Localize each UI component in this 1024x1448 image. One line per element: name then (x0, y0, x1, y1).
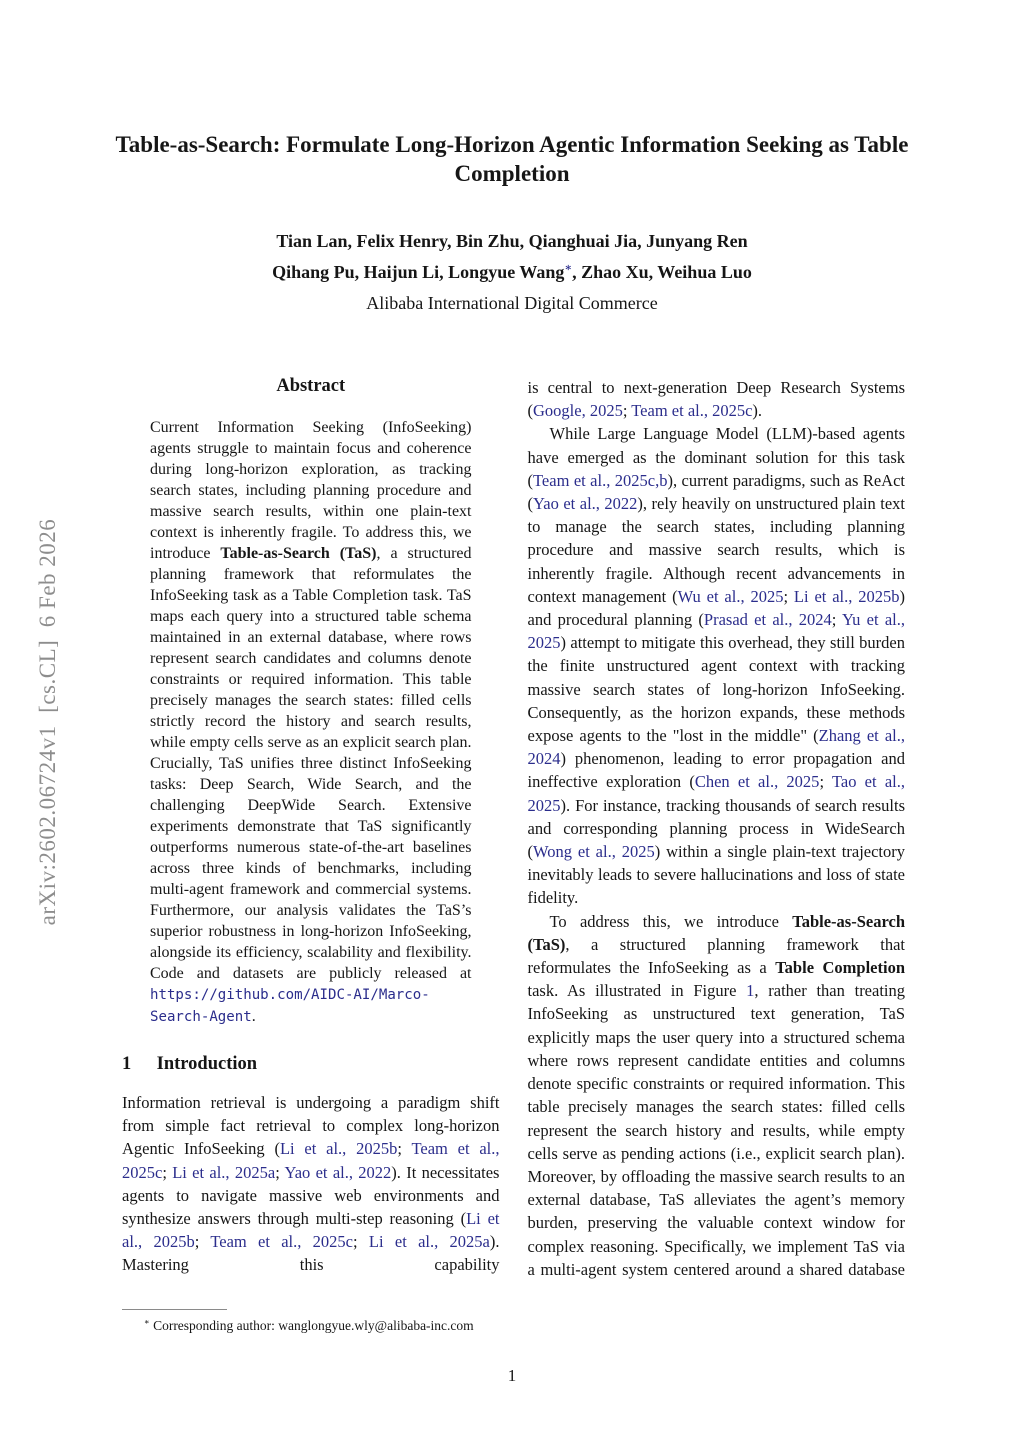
introduction-paragraph (122, 1091, 500, 1277)
citation-link[interactable]: Li et al., 2025b (279, 1139, 398, 1159)
citation-link[interactable]: Li et al., 2025b (122, 1209, 500, 1252)
affiliation: Alibaba International Digital Commerce (366, 293, 658, 313)
citation-link[interactable]: Team et al., 2025c (122, 1139, 500, 1182)
citation-link[interactable]: Prasad et al., 2024 (703, 610, 832, 630)
arxiv-watermark: arXiv:2602.06724v1 [cs.CL] 6 Feb 2026 (35, 518, 60, 926)
citation-link[interactable]: Wu et al., 2025 (677, 586, 784, 606)
text-segment: ; (397, 1139, 412, 1159)
section-title: Introduction (156, 1054, 258, 1074)
text-segment: ) attempt to mitigate this overhead, they still burden the finite unstructured agent context with tracking massive search states of long-horizon InfoSeeking. Consequently, as the horizon expands, these methods expose agents to the "lost in the middle" ( (527, 633, 905, 746)
text-segment: , a structured planning framework that reformulates the InfoSeeking as a (527, 934, 905, 978)
two-column-body (0, 376, 1024, 1334)
citation-link[interactable]: Li et al., 2025a (368, 1232, 490, 1252)
text-segment: ), current paradigms, such as ReAct ( (527, 470, 905, 514)
citation-link[interactable]: Team et al., 2025c,b (533, 470, 668, 490)
bold-text: Table-as-Search (TaS) (220, 545, 377, 562)
bold-text: Table Completion (775, 958, 905, 978)
text-segment: is central to next-generation Deep Research Systems ( (527, 378, 905, 421)
text-segment: ). (752, 401, 763, 421)
bold-text: Tian Lan, Felix Henry, Bin Zhu, Qianghuai Jia, Junyang Ren (276, 231, 748, 251)
text-segment: Corresponding author: wanglongyue.wly@alibaba-inc.com (149, 1317, 474, 1333)
text-segment: Current Information Seeking (InfoSeeking) agents struggle to maintain focus and coherence during long-horizon exploration, as tracking search states, including planning procedure and massive search results, within one plain-text context is inherently fragile. To address this, we introduce (150, 419, 472, 562)
url-link[interactable]: https://github.com/AIDC-AI/Marco-Search-Agent (150, 987, 430, 1025)
text-segment: ; (831, 610, 843, 630)
citation-link[interactable]: 1 (746, 981, 755, 1001)
text-segment: ). Mastering this capability (122, 1232, 500, 1275)
body-paragraph-1 (528, 376, 906, 422)
citation-link[interactable]: Li et al., 2025a (172, 1162, 276, 1182)
text-segment: While Large Language Model (LLM)-based agents have emerged as the dominant solution for this task ( (527, 424, 905, 490)
bold-text: Qihang Pu, Haijun Li, Longyue Wang (272, 262, 565, 282)
citation-link[interactable]: Team et al., 2025c (210, 1232, 354, 1252)
abstract-section (122, 376, 500, 1028)
authors-line-1 (0, 226, 1024, 257)
text-segment: , a structured planning framework that reformulates the InfoSeeking task as a Table Completion task. TaS maps each query into a structured table schema maintained in an external database, where rows represent search candidates and columns denote constraints or required information. This table precisely manages the search states: filled cells strictly record the history and search results, while empty cells serve as an explicit search plan. Crucially, TaS unifies three distinct InfoSeeking tasks: Deep Search, Wide Search, and the challenging DeepWide Search. Extensive experiments demonstrate that TaS significantly outperforms numerous state-of-the-art baselines across three kinds of benchmarks, including multi-agent framework and commercial systems. Furthermore, our analysis validates the TaS’s superior robustness in long-horizon InfoSeeking, alongside its efficiency, scalability and flexibility. Code and datasets are publicly released at (150, 545, 472, 982)
text-segment: . (251, 1008, 256, 1025)
text-segment: ; (783, 586, 794, 606)
section-heading-introduction (122, 1054, 500, 1075)
text-segment: ), rely heavily on unstructured plain text to manage the search states, including planning procedure and massive search results, which is inherently fragile. Although recent advancements in context management ( (527, 494, 905, 606)
text-segment: ). It necessitates agents to navigate massive web environments and synthesize answers through multi-step reasoning ( (122, 1162, 500, 1229)
citation-link[interactable]: Wong et al., 2025 (533, 842, 655, 862)
citation-link[interactable]: Chen et al., 2025 (694, 772, 820, 792)
text-segment: ; (353, 1232, 369, 1252)
paper-header (0, 0, 1024, 319)
citation-link[interactable]: Yu et al., 2025 (527, 610, 905, 653)
text-segment: ) and procedural planning ( (527, 586, 906, 630)
author-block (0, 226, 1024, 319)
footnote (122, 1309, 500, 1335)
text-segment: ) within a single plain-text trajectory inevitably leads to severe hallucinations and loss of state fidelity. (527, 842, 905, 908)
citation-link[interactable]: Tao et al., 2025 (527, 772, 905, 815)
page-number: 1 (507, 1366, 517, 1385)
citation-link[interactable]: Zhang et al., 2024 (527, 726, 905, 769)
text-segment: , rather than treating InfoSeeking as unstructured text generation, TaS explicitly maps the user query into a structured schema where rows represent candidate entities and columns denote specific constraints or required information. This table precisely manages the search states: filled cells represent the search history and results, while empty cells serve as pending actions (i.e., explicit search plan). Moreover, by offloading the massive search results to an external database, TaS alleviates the agent’s memory burden, preserving the valuable context window for complex reasoning. Specifically, we implement TaS via a multi-agent system centered around a shared database (527, 981, 905, 1279)
text-segment: Information retrieval is undergoing a paradigm shift from simple fact retrieval to complex long-horizon Agentic InfoSeeking ( (122, 1093, 500, 1159)
footnote-rule (122, 1309, 227, 1310)
text-segment: To address this, we introduce (549, 911, 793, 931)
section-number: 1 (122, 1054, 132, 1074)
text-segment: ; (622, 401, 632, 421)
citation-link[interactable]: Google, 2025 (533, 401, 623, 421)
citation-link[interactable]: Yao et al., 2022 (284, 1162, 392, 1182)
abstract-heading: Abstract (276, 376, 346, 396)
right-column (528, 376, 906, 1334)
text-segment: task. As illustrated in Figure (527, 981, 747, 1001)
text-segment: ; (275, 1162, 285, 1182)
abstract-paragraph (150, 417, 472, 1028)
text-segment: ; (162, 1162, 173, 1182)
footnote-marker: ∗ (564, 262, 573, 274)
body-paragraph-2 (528, 422, 906, 909)
citation-link[interactable]: Yao et al., 2022 (533, 494, 638, 514)
bold-text: Table-as-Search (TaS) (527, 911, 905, 954)
body-paragraph-3 (528, 910, 906, 1281)
bold-text: , Zhao Xu, Weihua Luo (572, 262, 752, 282)
footnote-marker: ∗ (144, 1317, 150, 1326)
text-segment: ). For instance, tracking thousands of search results and corresponding planning process in WideSearch ( (527, 795, 905, 862)
text-segment: ; (194, 1232, 211, 1252)
authors-line-2 (0, 257, 1024, 288)
footnote-text (122, 1317, 500, 1335)
citation-link[interactable]: Li et al., 2025b (793, 586, 900, 606)
text-segment: ; (819, 772, 832, 792)
text-segment: ) phenomenon, leading to error propagation and ineffective exploration ( (527, 749, 905, 792)
paper-title: Table-as-Search: Formulate Long-Horizon Agentic Information Seeking as Table Completion (115, 132, 909, 186)
citation-link[interactable]: Team et al., 2025c (631, 401, 753, 421)
left-column (122, 376, 500, 1334)
